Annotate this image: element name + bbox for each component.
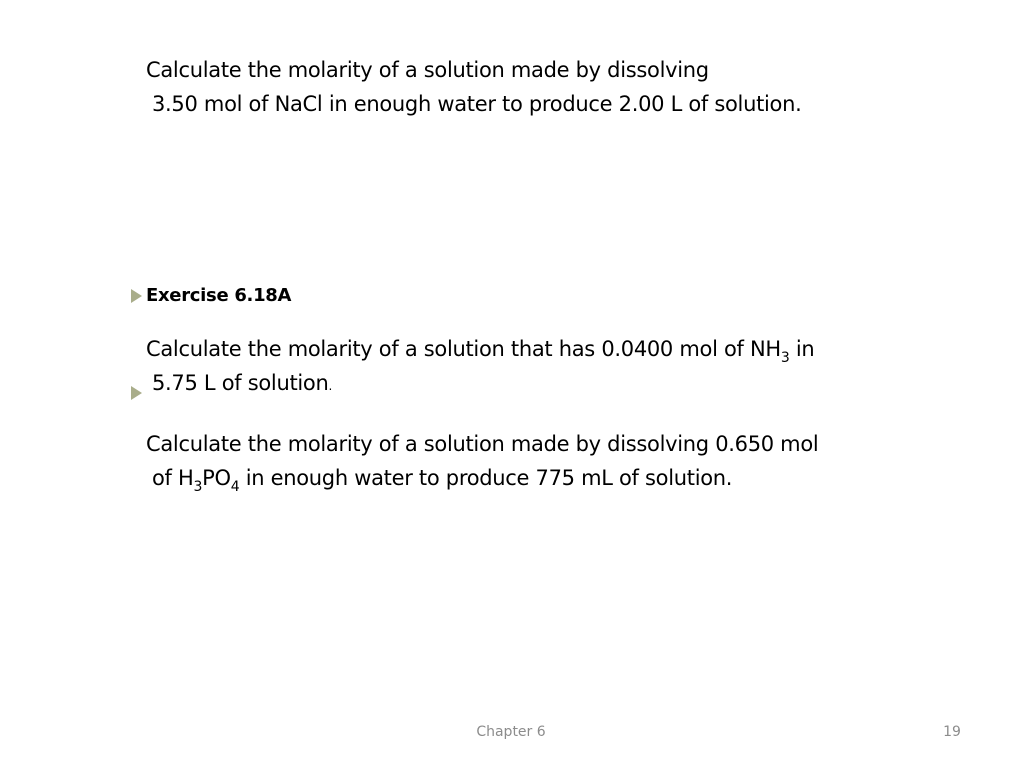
exercise-title: Exercise 6.18A [146,285,292,306]
problem-3-line-2 [146,461,818,495]
triangle-bullet-icon [131,289,142,303]
problem-2-period: . [328,379,332,393]
problem-2-line-1 [146,332,814,366]
problem-3-line-2-end: in enough water to produce 775 mL of solution. [239,466,733,490]
nh3-subscript: 3 [780,350,790,366]
footer-chapter: Chapter 6 [476,724,546,740]
footer-page-number: 19 [943,724,961,740]
problem-2-line-1-main: Calculate the molarity of a solution that has 0.0400 mol of NH [146,337,781,361]
problem-3-line-1: Calculate the molarity of a solution made by dissolving 0.650 mol [146,432,819,456]
problem-2-line-2-text: 5.75 L of solution [152,371,329,395]
problem-1-line-1: Calculate the molarity of a solution made by dissolving [146,58,709,82]
problem-1-line-2: 3.50 mol of NaCl in enough water to produce 2.00 L of solution. [152,92,802,116]
h3-subscript: 3 [193,479,203,495]
o4-subscript: 4 [230,479,240,495]
problem-2-line-1-end: in [789,337,815,361]
triangle-bullet-icon [131,386,142,400]
problem-1-text [146,53,802,121]
problem-3-line-2-start: of H [152,466,194,490]
problem-2-text [146,332,814,400]
po-text: PO [202,466,231,490]
problem-2-line-2 [146,366,814,400]
problem-3-text [146,427,818,495]
